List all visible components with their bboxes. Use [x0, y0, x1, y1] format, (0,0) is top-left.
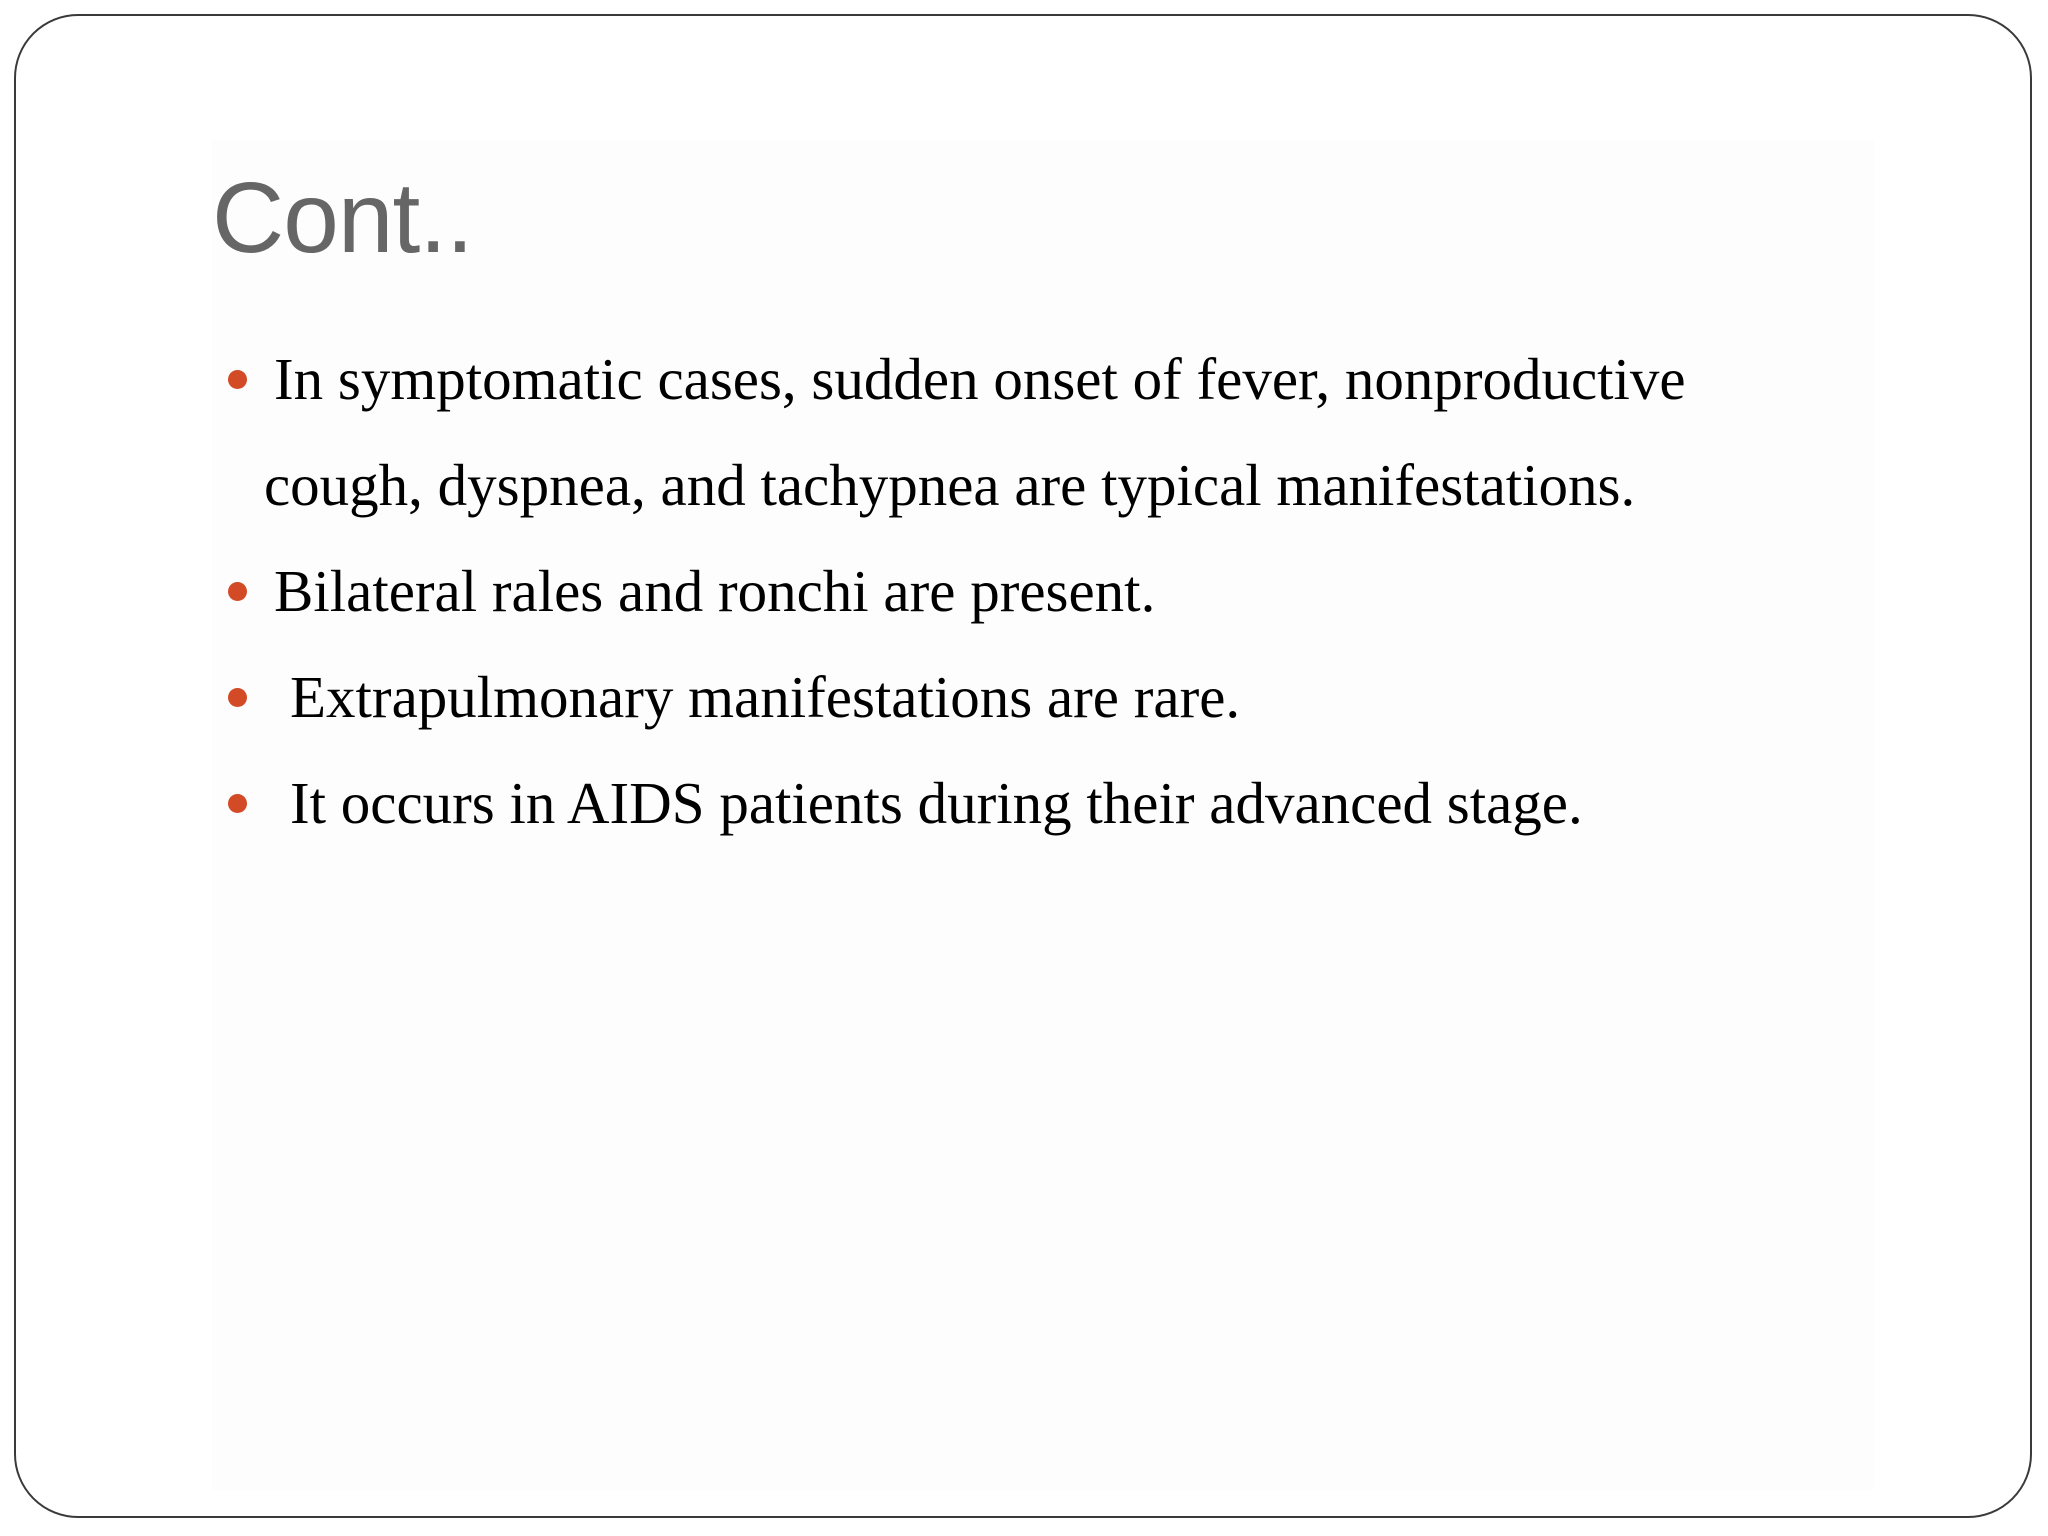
bullet-dot-icon [228, 582, 247, 601]
list-item [212, 644, 1912, 750]
bullet-list [212, 326, 1912, 856]
bullet-dot-icon [228, 794, 247, 813]
bullet-text: It occurs in AIDS patients during their advanced stage. [290, 770, 1583, 836]
bullet-text: Bilateral rales and ronchi are present. [274, 558, 1156, 624]
list-item [212, 750, 1912, 856]
bullet-dot-icon [228, 370, 247, 389]
bullet-text-continued: cough, dyspnea, and tachypnea are typical manifestations. [264, 452, 1636, 518]
bullet-dot-icon [228, 688, 247, 707]
list-item [212, 538, 1912, 644]
bullet-text: In symptomatic cases, sudden onset of fever, nonproductive [274, 346, 1686, 412]
bullet-text: Extrapulmonary manifestations are rare. [290, 664, 1241, 730]
slide-title: Cont.. [212, 162, 473, 274]
list-item [212, 326, 1912, 538]
